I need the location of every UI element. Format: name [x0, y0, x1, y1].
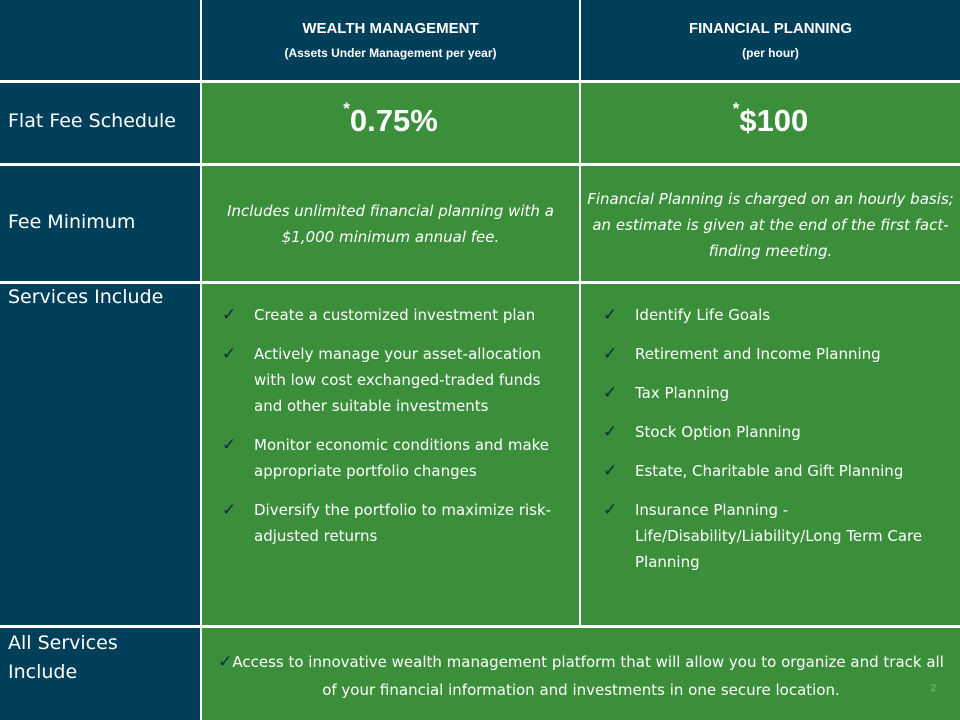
services-label: Services Include	[8, 286, 164, 308]
planning-fee-amount: $100	[739, 103, 809, 138]
wealth-fee-minimum-text: Includes unlimited financial planning with a $1,000 minimum annual fee.	[227, 202, 554, 246]
list-item	[603, 341, 952, 367]
flat-fee-planning-cell	[581, 83, 960, 163]
list-item-text: Create a customized investment plan	[254, 306, 536, 324]
all-services-label-cell	[0, 628, 200, 720]
list-item-text: Stock Option Planning	[635, 423, 801, 441]
list-item	[603, 419, 952, 445]
check-icon: ✓	[603, 305, 618, 325]
wealth-services-list	[222, 302, 559, 549]
wealth-fee-value	[202, 99, 579, 139]
services-label-cell	[0, 284, 200, 625]
page-number: 2	[930, 683, 936, 694]
flat-fee-wealth-cell	[202, 83, 579, 163]
wealth-management-header	[202, 0, 579, 80]
financial-planning-header	[581, 0, 960, 80]
header-corner-cell	[0, 0, 200, 80]
check-icon: ✓	[603, 461, 618, 481]
check-icon: ✓	[218, 652, 233, 672]
check-icon: ✓	[603, 500, 618, 520]
all-services-label: All Services Include	[8, 632, 118, 683]
planning-fee-asterisk: *	[732, 99, 740, 118]
list-item	[603, 458, 952, 484]
flat-fee-label-cell	[0, 83, 200, 163]
list-item-text: Insurance Planning - Life/Disability/Liability/Long Term Care Planning	[635, 501, 923, 571]
all-services-text-block	[214, 648, 948, 704]
wealth-management-subtitle: (Assets Under Management per year)	[284, 46, 497, 60]
list-item	[222, 341, 559, 419]
list-item-text: Actively manage your asset-allocation with low cost exchanged-traded funds and other suitable investments	[254, 345, 541, 415]
fee-minimum-planning-cell	[581, 166, 960, 281]
services-wealth-cell	[202, 284, 579, 625]
all-services-cell	[202, 628, 960, 720]
check-icon: ✓	[222, 344, 237, 364]
wealth-fee-percent: 0.75%	[349, 103, 438, 138]
planning-fee-minimum-text: Financial Planning is charged on an hourly basis; an estimate is given at the end of the first fact-finding meeting.	[587, 190, 954, 260]
check-icon: ✓	[222, 435, 237, 455]
financial-planning-title: FINANCIAL PLANNING	[688, 20, 853, 37]
fee-minimum-label-cell	[0, 166, 200, 281]
flat-fee-label: Flat Fee Schedule	[8, 110, 176, 132]
wealth-management-title: WEALTH MANAGEMENT	[302, 20, 479, 37]
list-item-text: Monitor economic conditions and make appropriate portfolio changes	[254, 436, 550, 480]
check-icon: ✓	[603, 422, 618, 442]
fee-minimum-label: Fee Minimum	[8, 211, 136, 233]
services-planning-cell	[581, 284, 960, 625]
list-item	[603, 302, 952, 328]
list-item-text: Estate, Charitable and Gift Planning	[635, 462, 904, 480]
planning-services-list	[603, 302, 952, 575]
check-icon: ✓	[222, 500, 237, 520]
check-icon: ✓	[603, 344, 618, 364]
list-item-text: Retirement and Income Planning	[635, 345, 881, 363]
list-item	[603, 380, 952, 406]
list-item-text: Tax Planning	[635, 384, 730, 402]
all-services-text: Access to innovative wealth management platform that will allow you to organize and track all of your financial information and investments in one secure location.	[232, 653, 944, 699]
wealth-fee-asterisk: *	[343, 99, 350, 118]
check-icon: ✓	[603, 383, 618, 403]
list-item	[222, 497, 559, 549]
list-item	[222, 302, 559, 328]
list-item	[603, 497, 952, 575]
list-item-text: Diversify the portfolio to maximize risk-adjusted returns	[254, 501, 552, 545]
fee-minimum-wealth-cell	[202, 166, 579, 281]
list-item	[222, 432, 559, 484]
planning-fee-value	[581, 99, 960, 139]
check-icon: ✓	[222, 305, 237, 325]
list-item-text: Identify Life Goals	[635, 306, 771, 324]
financial-planning-subtitle: (per hour)	[742, 46, 799, 60]
